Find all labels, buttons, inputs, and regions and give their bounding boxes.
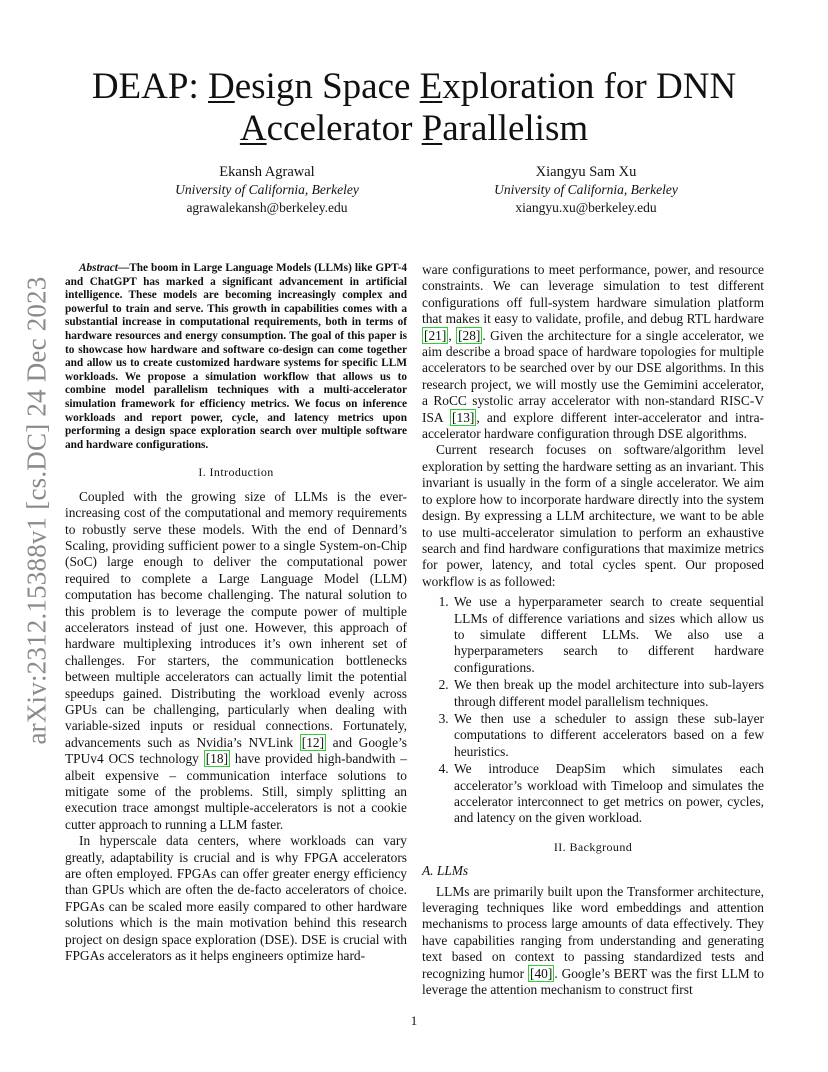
title-line-2: Accelerator Parallelism (239, 108, 589, 149)
workflow-item: 2. We then break up the model architecture into sub-layers through different model parallelism techniques. (452, 677, 764, 710)
citation-link[interactable]: [28] (458, 327, 481, 343)
author-name: Ekansh Agrawal (219, 164, 315, 180)
section-heading-background: II. Background (553, 839, 633, 854)
intro-paragraph-3: ware configurations to meet performance, power, and resource constraints. We can leverage simulation to test different configurations off full-system hardware simulation platform that makes it easy to validate, profile, and debug RTL hardware [21] , [28] . Given the architecture for a single accelerator, we aim describe a broad space of hardware topologies for multiple accelerators to be searched over by our DSE algorithms. In this research project, we will mostly use the Gemimini accelerator, a RoCC systolic array accelerator with non-standard RISC-V ISA [13] , and explore different inter-accelerator and intra-accelerator hardware configuration through DSE algorithms. (422, 262, 764, 442)
title-underlined-initial: P (421, 108, 443, 149)
abstract-label: Abstract (79, 262, 118, 274)
page-number: 1 (410, 1013, 418, 1028)
subsection-heading-llms: A. LLMs (422, 863, 469, 879)
intro-paragraph-1: Coupled with the growing size of LLMs is the ever-increasing cost of the computational and memory requirements to robustly serve these models. With the end of Dennard’s Scaling, providing sufficient power to a single System-on-Chip (SoC) large enough to deliver the computational power required to complete a Large Language Model (LLM) computation has become challenging. The natural solution to this problem is to leverage the compute power of multiple accelerators instead of just one. However, this approach of hardware multiplexing introduces it’s own inherent set of challenges. For starters, the communication bottlenecks between multiple accelerators can actually limit the potential speedups gained. Distributing the workload evenly across GPUs can be challenging, particularly when dealing with variable-sized inputs or residual connections. Fortunately, advancements such as Nvidia’s NVLink [12] and Google’s TPUv4 OCS technology [18] have provided high-bandwith – albeit expensive – communication interface solutions to mitigate some of the problems. Still, simply splitting an execution trace amongst multiple-accelerators is not a cookie cutter approach to running a LLM faster. (65, 488, 407, 832)
intro-paragraph-2: In hyperscale data centers, where workloads can vary greatly, adaptability is crucial and is why FPGA accelerators are often employed. FPGAs can offer greater energy efficiency than GPUs which are often the de-facto accelerators of choice. FPGAs can be scaled more easily compared to other hardware solutions which is the main motivation behind this research project on design space exploration (DSE). DSE is crucial with FPGAs accelerators as it helps engineers optimize hard- (65, 833, 407, 964)
author-block-2 (436, 163, 736, 217)
section-heading-introduction: I. Introduction (198, 465, 274, 480)
right-column (422, 262, 764, 998)
paper-title (80, 66, 748, 150)
workflow-item: 3. We then use a scheduler to assign these sub-layer computations to different accelerators based on a few heuristics. (452, 711, 764, 760)
arxiv-identifier-text: arXiv:2312.15388v1 [cs.DC] 24 Dec 2023 (21, 275, 52, 745)
abstract-text: —The boom in Large Language Models (LLMs) like GPT-4 and ChatGPT has marked a significant advancement in artificial intelligence. These models are becoming increasingly complex and powerful to train and serve. This growth in capabilities comes with a substantial increase in computational requirements, both in terms of hardware resources and energy consumption. The goal of this paper is to showcase how hardware and software co-design can come together and allow us to create customized hardware systems for specific LLM workloads. We propose a simulation workflow that allows us to combine model parallelism techniques with a multi-accelerator simulation framework for efficiency metrics. We focus on inference workloads and report power, cycle, and latency metrics upon performing a design space exploration search over multiple software and hardware configurations. (65, 262, 407, 451)
llms-paragraph-1: LLMs are primarily built upon the Transformer architecture, leveraging techniques like word embeddings and attention mechanisms to process large amounts of data effectively. They have capabilities ranging from understanding and generating text based on context to passing standardized tests and recognizing humor [40] . Google’s BERT was the first LLM to leverage the attention mechanism to construct first (422, 883, 764, 998)
title-underlined-initial: D (207, 66, 235, 107)
title-underlined-initial: A (239, 108, 267, 149)
citation-link[interactable]: [13] (452, 409, 475, 425)
citation-link[interactable]: [40] (530, 965, 553, 981)
author-email[interactable]: agrawalekansh@berkeley.edu (186, 200, 348, 215)
workflow-list (422, 594, 764, 827)
citation-link[interactable]: [18] (205, 751, 229, 767)
author-name: Xiangyu Sam Xu (535, 164, 637, 180)
author-block-1 (117, 163, 417, 217)
arxiv-identifier-stamp (14, 260, 60, 760)
author-affiliation: University of California, Berkeley (175, 182, 359, 197)
citation-link[interactable]: [12] (301, 734, 325, 750)
title-underlined-initial: E (419, 66, 443, 107)
abstract (65, 262, 407, 452)
left-column (65, 262, 407, 965)
author-affiliation: University of California, Berkeley (494, 182, 678, 197)
author-email[interactable]: xiangyu.xu@berkeley.edu (515, 200, 657, 215)
workflow-item: 4. We introduce DeapSim which simulates each accelerator’s workload with Timeloop and simulates the accelerator interconnect to get metrics on power, cycles, and latency on the given workload. (452, 761, 764, 827)
workflow-item: 1. We use a hyperparameter search to create sequential LLMs of difference variations and sizes which allow us to simulate different LLMs. We also use a hyperparameters search to different hardware configurations. (452, 594, 764, 676)
title-line-1: DEAP: Design Space Exploration for DNN (91, 66, 737, 107)
citation-link[interactable]: [21] (424, 327, 447, 343)
intro-paragraph-4: Current research focuses on software/algorithm level exploration by setting the hardware setting as an invariant. This invariant is usually in the form of a single accelerator. We aim to explore how to incorporate hardware directly into the system design. By expressing a LLM architecture, we want to be able to use multi-accelerator simulation to perform an exhaustive search and find hardware configurations that maximize metrics for power, latency, and total cycles spent. Our proposed workflow is as followed: (422, 442, 764, 589)
